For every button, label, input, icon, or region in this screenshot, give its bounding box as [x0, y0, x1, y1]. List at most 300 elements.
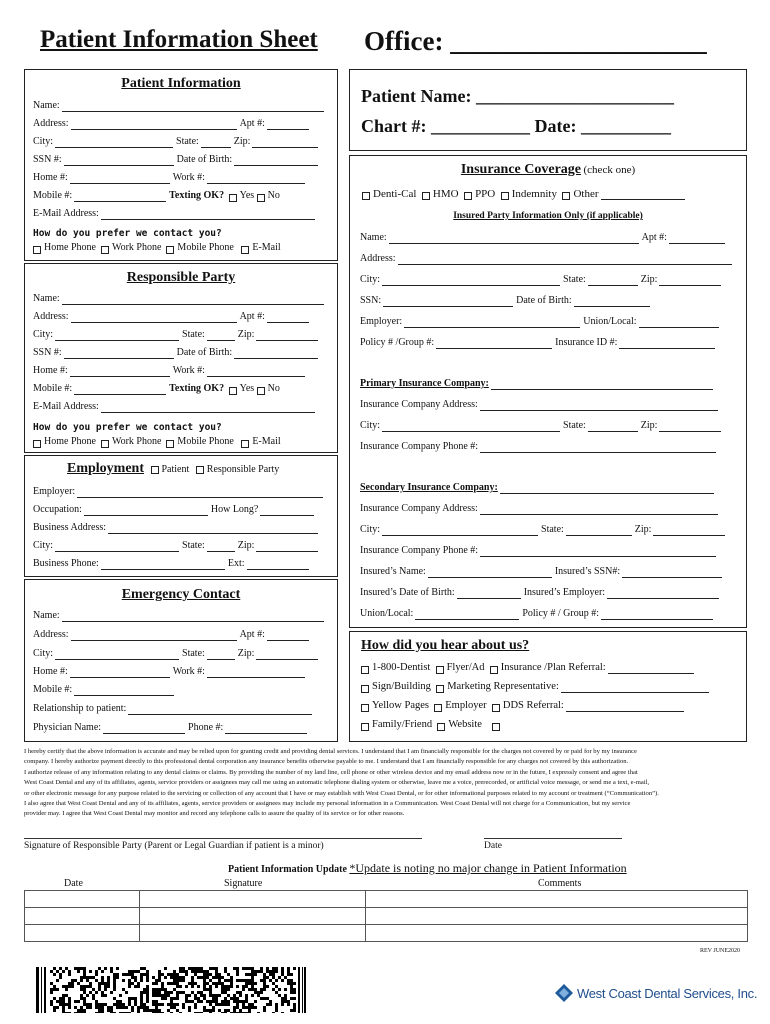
barcode-cell — [128, 973, 131, 976]
barcode-cell — [290, 979, 293, 982]
barcode-cell — [194, 994, 197, 997]
dob-field[interactable] — [234, 156, 318, 166]
city-field[interactable] — [382, 526, 538, 536]
relationship-label: Relationship to patient: — [33, 703, 127, 714]
ssn-label: SSN #: — [33, 347, 62, 358]
legal-line: provider may. I agree that West Coast Dental may monitor and record any telephone calls to assure the quality of its service or for other reasons. — [24, 810, 405, 818]
insured-dob-field[interactable] — [457, 589, 521, 599]
barcode-cell — [122, 1012, 125, 1013]
home-field[interactable] — [70, 668, 170, 678]
barcode-cell — [272, 976, 275, 979]
barcode-cell — [218, 1003, 221, 1006]
date-cell[interactable] — [25, 908, 140, 925]
occupation-row — [33, 504, 317, 516]
denti-cal-checkbox[interactable] — [362, 192, 370, 200]
city-field[interactable] — [55, 542, 179, 552]
barcode-cell — [260, 970, 263, 973]
barcode-cell — [209, 1000, 212, 1003]
mobile-label: Mobile #: — [33, 383, 73, 394]
barcode-graphic — [36, 967, 306, 1013]
ssn-field[interactable] — [383, 297, 513, 307]
barcode-cell — [230, 1012, 233, 1013]
comments-cell[interactable] — [366, 908, 748, 925]
barcode-cell — [65, 967, 68, 970]
col-date-label: Date — [64, 878, 83, 889]
barcode-cell — [251, 970, 254, 973]
barcode-cell — [203, 985, 206, 988]
comments-cell[interactable] — [366, 891, 748, 908]
dob-field[interactable] — [234, 349, 318, 359]
barcode-cell — [158, 970, 161, 973]
barcode-cell — [182, 967, 185, 970]
primary-phone-row — [360, 441, 719, 453]
barcode-cell — [206, 982, 209, 985]
barcode-cell — [119, 1012, 122, 1013]
secondary-field[interactable] — [500, 484, 714, 494]
diamond-logo-icon — [554, 983, 574, 1003]
employer-field[interactable] — [77, 488, 323, 498]
zip-field[interactable] — [256, 542, 318, 552]
policy-field[interactable] — [601, 610, 713, 620]
barcode-cell — [77, 1000, 80, 1003]
secondary-phone-row — [360, 545, 719, 557]
state-field[interactable] — [201, 138, 231, 148]
hmo-checkbox[interactable] — [422, 192, 430, 200]
dds-referral-checkbox[interactable] — [492, 704, 500, 712]
insured-name-field[interactable] — [428, 568, 552, 578]
mobile-field[interactable] — [74, 192, 166, 202]
barcode-cell — [185, 994, 188, 997]
ins-phone-field[interactable] — [480, 443, 716, 453]
barcode-cell — [224, 991, 227, 994]
barcode-cell — [245, 997, 248, 1000]
barcode-cell — [152, 991, 155, 994]
insurance-referral-field[interactable] — [608, 664, 694, 674]
barcode-cell — [170, 991, 173, 994]
texting-yes-checkbox[interactable] — [229, 387, 237, 395]
barcode-cell — [233, 997, 236, 1000]
bus-address-field[interactable] — [108, 524, 318, 534]
email-checkbox[interactable] — [241, 246, 249, 254]
mobile-phone-checkbox[interactable] — [166, 440, 174, 448]
barcode-cell — [200, 991, 203, 994]
barcode-cell — [167, 991, 170, 994]
zip-field[interactable] — [256, 331, 318, 341]
physician-label: Physician Name: — [33, 722, 102, 733]
state-label: State: — [182, 648, 205, 659]
barcode-cell — [236, 979, 239, 982]
barcode-cell — [281, 979, 284, 982]
ins-address-label: Insurance Company Address: — [360, 503, 478, 514]
barcode-cell — [89, 985, 92, 988]
barcode-cell — [209, 985, 212, 988]
employment-responsible-checkbox[interactable] — [196, 466, 204, 474]
barcode-cell — [137, 1012, 140, 1013]
work-label: Work #: — [172, 365, 205, 376]
section-header: Employment — [67, 461, 144, 476]
insured-emp-label: Insured’s Employer: — [523, 587, 606, 598]
barcode-cell — [290, 985, 293, 988]
barcode-cell — [275, 985, 278, 988]
barcode-cell — [236, 1006, 239, 1009]
barcode-cell — [122, 988, 125, 991]
barcode-cell — [236, 991, 239, 994]
apt-field[interactable] — [669, 234, 725, 244]
section-header: Insurance Coverage — [460, 162, 582, 177]
barcode-cell — [272, 982, 275, 985]
barcode-cell — [167, 982, 170, 985]
barcode-cell — [83, 976, 86, 979]
ins-id-field[interactable] — [619, 339, 715, 349]
insurance-referral-checkbox[interactable] — [490, 666, 498, 674]
union-field[interactable] — [415, 610, 519, 620]
barcode-cell — [197, 985, 200, 988]
barcode-cell — [290, 988, 293, 991]
barcode-cell — [185, 985, 188, 988]
barcode-cell — [170, 982, 173, 985]
indemnity-checkbox[interactable] — [501, 192, 509, 200]
barcode-cell — [50, 970, 53, 973]
signature-line[interactable] — [24, 838, 422, 839]
ssn-row — [33, 347, 321, 359]
marketing-rep-checkbox[interactable] — [436, 685, 444, 693]
home-phone-checkbox[interactable] — [33, 246, 41, 254]
how-long-field[interactable] — [260, 506, 314, 516]
barcode-cell — [113, 973, 116, 976]
barcode-cell — [179, 967, 182, 970]
col-signature-label: Signature — [224, 878, 263, 889]
barcode-cell — [86, 985, 89, 988]
state-field[interactable] — [566, 526, 632, 536]
blank-option-checkbox[interactable] — [492, 723, 500, 731]
barcode-cell — [281, 1003, 284, 1006]
physician-phone-field[interactable] — [225, 724, 307, 734]
barcode-cell — [197, 967, 200, 970]
barcode-cell — [116, 973, 119, 976]
zip-field[interactable] — [256, 650, 318, 660]
zip-label: Zip: — [233, 136, 251, 147]
insured-emp-field[interactable] — [607, 589, 719, 599]
state-field[interactable] — [207, 331, 235, 341]
email-field[interactable] — [101, 403, 315, 413]
home-phone-checkbox[interactable] — [33, 440, 41, 448]
barcode-cell — [245, 967, 248, 970]
legal-line: West Coast Dental and any of its affiliates, agents, service providers or assignees may call me using an automatic telephone dialing system or otherwise, leave me a voice, prerecorded, or artificial voice message, or send me a text, e-mail, — [24, 779, 650, 787]
barcode-cell — [239, 1012, 242, 1013]
barcode-cell — [194, 967, 197, 970]
bus-phone-field[interactable] — [101, 560, 225, 570]
signature-cell[interactable] — [140, 925, 366, 942]
barcode-cell — [158, 979, 161, 982]
barcode-cell — [290, 982, 293, 985]
yellow-pages-checkbox[interactable] — [361, 704, 369, 712]
occupation-field[interactable] — [84, 506, 208, 516]
barcode-cell — [248, 1006, 251, 1009]
state-field[interactable] — [588, 276, 638, 286]
barcode-cell — [80, 1006, 83, 1009]
union-field[interactable] — [639, 318, 719, 328]
zip-field[interactable] — [659, 276, 721, 286]
home-field[interactable] — [70, 367, 170, 377]
comments-cell[interactable] — [366, 925, 748, 942]
apt-field[interactable] — [267, 120, 309, 130]
barcode-cell — [224, 967, 227, 970]
primary-field[interactable] — [491, 380, 713, 390]
barcode-cell — [251, 988, 254, 991]
apt-field[interactable] — [267, 631, 309, 641]
union-policy-row — [360, 608, 716, 620]
address-field[interactable] — [398, 255, 732, 265]
dds-referral-field[interactable] — [566, 702, 684, 712]
mobile-phone-checkbox[interactable] — [166, 246, 174, 254]
ssn-field[interactable] — [64, 349, 174, 359]
policy-label: Policy # /Group #: — [360, 337, 435, 348]
state-label: State: — [541, 524, 564, 535]
barcode-cell — [71, 985, 74, 988]
barcode-cell — [128, 970, 131, 973]
barcode-cell — [272, 973, 275, 976]
barcode-cell — [80, 976, 83, 979]
barcode-cell — [242, 985, 245, 988]
barcode-cell — [188, 967, 191, 970]
barcode-cell — [176, 979, 179, 982]
barcode-cell — [89, 970, 92, 973]
ssn-label: SSN: — [360, 295, 382, 306]
barcode-cell — [143, 988, 146, 991]
name-field[interactable] — [389, 234, 639, 244]
address-field[interactable] — [71, 120, 237, 130]
ppo-checkbox[interactable] — [464, 192, 472, 200]
work-field[interactable] — [207, 668, 305, 678]
barcode-cell — [95, 991, 98, 994]
ins-phone-label: Insurance Company Phone #: — [360, 441, 479, 452]
zip-field[interactable] — [252, 138, 318, 148]
barcode-cell — [239, 991, 242, 994]
barcode-cell — [173, 988, 176, 991]
website-checkbox[interactable] — [437, 723, 445, 731]
website-label: Website — [448, 719, 482, 730]
barcode-cell — [134, 1000, 137, 1003]
ssn-field[interactable] — [64, 156, 174, 166]
signature-cell[interactable] — [140, 908, 366, 925]
barcode-cell — [185, 973, 188, 976]
barcode-cell — [251, 994, 254, 997]
barcode-cell — [137, 985, 140, 988]
name-field[interactable] — [62, 612, 324, 622]
barcode-cell — [92, 976, 95, 979]
mobile-label: Mobile #: — [33, 684, 73, 695]
apt-label: Apt #: — [239, 118, 265, 129]
barcode-cell — [200, 1012, 203, 1013]
work-field[interactable] — [207, 367, 305, 377]
city-field[interactable] — [55, 331, 179, 341]
emergency-contact-section — [24, 579, 338, 742]
barcode-cell — [122, 973, 125, 976]
barcode-cell — [200, 976, 203, 979]
barcode-cell — [140, 973, 143, 976]
signature-cell[interactable] — [140, 891, 366, 908]
relationship-field[interactable] — [128, 705, 312, 715]
mobile-field[interactable] — [74, 686, 174, 696]
barcode-cell — [92, 988, 95, 991]
barcode-cell — [107, 1009, 110, 1012]
email-row — [33, 401, 318, 413]
other-field[interactable] — [601, 190, 685, 200]
state-field[interactable] — [207, 542, 235, 552]
ins-phone-field[interactable] — [480, 547, 716, 557]
address-field[interactable] — [71, 631, 237, 641]
address-row — [33, 118, 312, 130]
zip-label: Zip: — [237, 648, 255, 659]
home-phone-label: Home Phone — [44, 436, 96, 447]
state-label: State: — [176, 136, 199, 147]
barcode-cell — [71, 979, 74, 982]
name-field[interactable] — [62, 295, 324, 305]
other-checkbox[interactable] — [562, 192, 570, 200]
barcode-cell — [218, 982, 221, 985]
work-field[interactable] — [207, 174, 305, 184]
barcode-cell — [233, 1012, 236, 1013]
physician-field[interactable] — [103, 724, 185, 734]
barcode-cell — [269, 970, 272, 973]
city-field[interactable] — [55, 138, 173, 148]
barcode-cell — [146, 979, 149, 982]
barcode-cell — [164, 997, 167, 1000]
barcode-cell — [227, 973, 230, 976]
barcode-cell — [134, 979, 137, 982]
zip-field[interactable] — [659, 422, 721, 432]
barcode-cell — [170, 1006, 173, 1009]
dob-field[interactable] — [574, 297, 650, 307]
date-line[interactable] — [484, 838, 622, 839]
barcode-cell — [107, 1006, 110, 1009]
barcode-cell — [209, 988, 212, 991]
home-field[interactable] — [70, 174, 170, 184]
zip-field[interactable] — [653, 526, 725, 536]
barcode-cell — [164, 991, 167, 994]
insurance-referral-label: Insurance /Plan Referral: — [500, 662, 606, 673]
barcode-cell — [188, 1006, 191, 1009]
city-field[interactable] — [382, 276, 560, 286]
city-label: City: — [33, 540, 54, 551]
barcode-cell — [128, 1012, 131, 1013]
ppo-label: PPO — [475, 188, 496, 200]
city-field[interactable] — [55, 650, 179, 660]
barcode-cell — [194, 997, 197, 1000]
ins-address-field[interactable] — [480, 505, 718, 515]
city-field[interactable] — [382, 422, 560, 432]
barcode-cell — [212, 976, 215, 979]
name-field[interactable] — [62, 102, 324, 112]
barcode-cell — [86, 1006, 89, 1009]
date-cell[interactable] — [25, 891, 140, 908]
barcode-cell — [242, 988, 245, 991]
work-phone-checkbox[interactable] — [101, 440, 109, 448]
employer-field[interactable] — [404, 318, 580, 328]
barcode-cell — [56, 1006, 59, 1009]
secondary-address-row — [360, 503, 721, 515]
barcode-cell — [155, 1009, 158, 1012]
name-label: Name: — [360, 232, 387, 243]
employment-patient-checkbox[interactable] — [151, 466, 159, 474]
mobile-field[interactable] — [74, 385, 166, 395]
state-field[interactable] — [207, 650, 235, 660]
insured-ssn-field[interactable] — [622, 568, 722, 578]
texting-no-checkbox[interactable] — [257, 387, 265, 395]
barcode-cell — [113, 988, 116, 991]
barcode-cell — [221, 991, 224, 994]
email-checkbox[interactable] — [241, 440, 249, 448]
work-phone-checkbox[interactable] — [101, 246, 109, 254]
date-cell[interactable] — [25, 925, 140, 942]
barcode-cell — [254, 1006, 257, 1009]
ins-address-field[interactable] — [480, 401, 718, 411]
barcode-cell — [257, 991, 260, 994]
flyer-ad-checkbox[interactable] — [436, 666, 444, 674]
policy-field[interactable] — [436, 339, 552, 349]
barcode-cell — [236, 997, 239, 1000]
barcode-cell — [263, 1009, 266, 1012]
barcode-cell — [215, 973, 218, 976]
mobile-phone-label: Mobile Phone — [177, 436, 234, 447]
barcode-cell — [218, 994, 221, 997]
patient-name-label: Patient Name: ______________________ — [361, 86, 674, 106]
ext-field[interactable] — [247, 560, 309, 570]
barcode-cell — [53, 997, 56, 1000]
marketing-rep-field[interactable] — [561, 683, 709, 693]
barcode-cell — [188, 1009, 191, 1012]
insured-dob-row — [360, 587, 722, 599]
barcode-cell — [236, 1003, 239, 1006]
ins-policy-row — [360, 337, 718, 349]
legal-text — [24, 747, 748, 820]
barcode-cell — [83, 973, 86, 976]
barcode-cell — [200, 970, 203, 973]
barcode-cell — [89, 1006, 92, 1009]
texting-no-checkbox[interactable] — [257, 194, 265, 202]
ins-ssn-row — [360, 295, 653, 307]
primary-address-row — [360, 399, 721, 411]
barcode-cell — [182, 970, 185, 973]
barcode-cell — [113, 979, 116, 982]
barcode-cell — [170, 973, 173, 976]
city-row — [33, 329, 321, 341]
barcode-cell — [254, 973, 257, 976]
email-field[interactable] — [101, 210, 315, 220]
barcode-cell — [266, 997, 269, 1000]
mobile-row — [33, 383, 280, 395]
barcode-cell — [101, 982, 104, 985]
barcode-cell — [272, 970, 275, 973]
hear-row-1 — [361, 662, 697, 674]
state-field[interactable] — [588, 422, 638, 432]
1800-dentist-checkbox[interactable] — [361, 666, 369, 674]
barcode-cell — [281, 967, 284, 970]
barcode-cell — [245, 973, 248, 976]
address-field[interactable] — [71, 313, 237, 323]
barcode-cell — [80, 1012, 83, 1013]
barcode-cell — [176, 982, 179, 985]
sign-building-checkbox[interactable] — [361, 685, 369, 693]
barcode-cell — [254, 1000, 257, 1003]
texting-yes-checkbox[interactable] — [229, 194, 237, 202]
employer-checkbox[interactable] — [434, 704, 442, 712]
family-friend-checkbox[interactable] — [361, 723, 369, 731]
patient-option-label: Patient — [161, 464, 190, 475]
marketing-rep-label: Marketing Representative: — [447, 681, 559, 692]
barcode-cell — [290, 1009, 293, 1012]
apt-field[interactable] — [267, 313, 309, 323]
